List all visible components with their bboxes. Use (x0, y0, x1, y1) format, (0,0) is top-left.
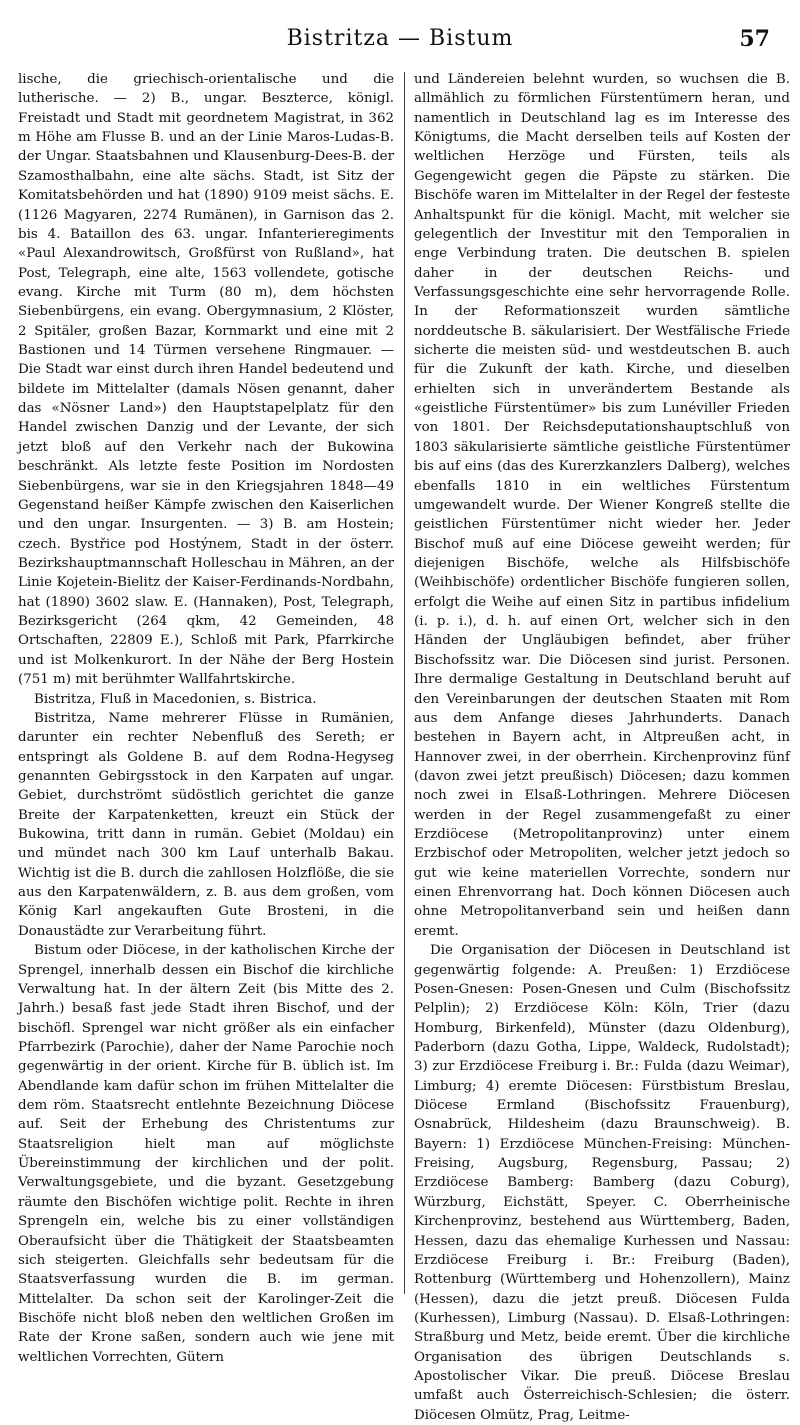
entry-bistritza-rumania: Bistritza, Name mehrerer Flüsse in Rumänien, darunter ein rechter Nebenfluß des Sereth; er entspringt als Goldene B. auf dem Rodna-Hegyseg genannten Gebirgsstock in den Karpaten auf ungar. Gebiet, durchströmt südöstlich gerichtet die ganze Breite der Karpatenketten, kreuzt ein Stück der Bukowina, tritt dann in rumän. Gebiet (Moldau) ein und mündet nach 300 km Lauf unterhalb Bakau. Wichtig ist die B. durch die zahllosen Holzflöße, die sie aus den Karpatenwäldern, z. B. aus dem großen, vom König Karl angekauften Gute Brosteni, in die Donaustädte zur Verarbeitung führt. (18, 710, 394, 939)
right-column (414, 70, 790, 1423)
entry-bistritz-continued: lische, die griechisch-orientalische und die lutherische. — 2) B., ungar. Beszterce, königl. Freistadt und Stadt mit geordnetem Magistrat, in 362 m Höhe am Flusse B. und an der Linie Maros-Ludas-B. der Ungar. Staatsbahnen und Klausenburg-Dees-B. der Szamosthalbahn, eine alte sächs. Stadt, ist Sitz der Komitatsbehörden und hat (1890) 9109 meist sächs. E. (1126 Magyaren, 2274 Rumänen), in Garnison das 2. bis 4. Bataillon des 63. ungar. Infanterieregiments «Paul Alexandrowitsch, Großfürst von Rußland», hat Post, Telegraph, eine alte, 1563 vollendete, gotische evang. Kirche mit Turm (80 m), dem höchsten Siebenbürgens, ein evang. Obergymnasium, 2 Klöster, 2 Spitäler, großen Bazar, Kornmarkt und eine mit 2 Bastionen und 14 Türmen versehene Ringmauer. — Die Stadt war einst durch ihren Handel bedeutend und bildete im Mittelalter (damals Nösen genannt, daher das «Nösner Land») den Hauptstapelplatz für den Handel zwischen Danzig und der Levante, der sich jetzt bloß auf den Verkehr nach der Bukowina beschränkt. Als letzte feste Position im Nordosten Siebenbürgens, war sie in den Kriegsjahren 1848—49 Gegenstand heißer Kämpfe zwischen den Kaiserlichen und den ungar. Insurgenten. — 3) B. am Hostein; czech. Bystřice pod Hostýnem, Stadt in der österr. Bezirkshauptmannschaft Holleschau in Mähren, an der Linie Kojetein-Bielitz der Kaiser-Ferdinands-Nordbahn, hat (1890) 3602 slaw. E. (Hannaken), Post, Telegraph, Bezirksgericht (264 qkm, 42 Gemeinden, 48 Ortschaften, 22809 E.), Schloß mit Park, Pfarrkirche und ist Molkenkurort. In der Nähe der Berg Hostein (751 m) mit berühmter Wallfahrtskirche. (18, 72, 394, 688)
entry-bistum-organisation: Die Organisation der Diöcesen in Deutschland ist gegenwärtig folgende: A. Preußen: 1) Erzdiöcese Posen-Gnesen: Posen-Gnesen und Culm (Bischofssitz Pelplin); 2) Erzdiöcese Köln: Köln, Trier (dazu Homburg, Birkenfeld), Münster (dazu Oldenburg), Paderborn (dazu Gotha, Lippe, Waldeck, Rudolstadt); 3) zur Erzdiöcese Freiburg i. Br.: Fulda (dazu Weimar), Limburg; 4) eremte Diöcesen: Fürstbistum Breslau, Diöcese Ermland (Bischofssitz Frauenburg), Osnabrück, Hildesheim (dazu Braunschweig). B. Bayern: 1) Erzdiöcese München-Freising: München-Freising, Augsburg, Regensburg, Passau; 2) Erzdiöcese Bamberg: Bamberg (dazu Coburg), Würzburg, Eichstätt, Speyer. C. Oberrheinische Kirchenprovinz, bestehend aus Württemberg, Baden, Hessen, dazu das ehemalige Kurhessen und Nassau: Erzdiöcese Freiburg i. Br.: Freiburg (Baden), Rottenburg (Württemberg und Hohenzollern), Mainz (Hessen), dazu die jetzt preuß. Diöcesen Fulda (Kurhessen), Limburg (Nassau). D. Elsaß-Lothringen: Straßburg und Metz, beide eremt. Über die kirchliche Organisation des übrigen Deutschlands s. Apostolischer Vikar. Die preuß. Diöcese Breslau umfaßt auch Österreichisch-Schlesien; die österr. Diöcesen Olmütz, Prag, Leitme- (414, 943, 790, 1423)
page-number: 57 (739, 26, 770, 52)
entry-bistum: Bistum oder Diöcese, in der katholischen Kirche der Sprengel, innerhalb dessen ein Bischof die kirchliche Verwaltung hat. In der ältern Zeit (bis Mitte des 2. Jahrh.) besaß fast jede Stadt ihren Bischof, und der bischöfl. Sprengel war nicht größer als ein einfacher Pfarrbezirk (Parochie), daher der Name Parochie noch gegenwärtig in der orient. Kirche für B. üblich ist. Im Abendlande kam dafür schon im frühen Mittelalter die dem röm. Staatsrecht entlehnte Bezeichnung Diöcese auf. Seit der Erhebung des Christentums zur Staatsreligion hielt man auf möglichste Übereinstimmung der kirchlichen und der polit. Verwaltungsgebiete, und die byzant. Gesetzgebung räumte den Bischöfen wichtige polit. Rechte in ihren Sprengeln ein, welche bis zu einer vollständigen Oberaufsicht über die Thätigkeit der Staatsbeamten sich steigerten. Gleichfalls sehr bedeutsam für die Staatsverfassung wurden die B. im german. Mittelalter. Da schon seit der Karolinger-Zeit die Bischöfe nicht bloß neben den weltlichen Großen im Rate der Krone saßen, sondern auch wie jene mit weltlichen Vorrechten, Gütern (18, 943, 394, 1365)
running-title: Bistritza — Bistum (286, 26, 514, 51)
column-divider (404, 72, 405, 1294)
left-column (18, 70, 394, 1365)
running-header (30, 22, 770, 56)
entry-bistum-continued: und Ländereien belehnt wurden, so wuchsen die B. allmählich zu förmlichen Fürstentümern heran, und namentlich in Deutschland lag es im Interesse des Königtums, die Macht derselben teils auf Kosten der weltlichen Herzöge und Fürsten, teils als Gegengewicht gegen die Päpste zu stärken. Die Bischöfe waren im Mittelalter in der Regel der festeste Anhaltspunkt für die königl. Macht, mit welcher sie gelegentlich der Investitur mit den Temporalien in enge Verbindung traten. Die deutschen B. spielen daher in der deutschen Reichs- und Verfassungsgeschichte eine sehr hervorragende Rolle. In der Reformationszeit wurden sämtliche norddeutsche B. säkularisiert. Der Westfälische Friede sicherte die meisten süd- und westdeutschen B. auch für die Zukunft der kath. Kirche, und dieselben erhielten sich in unverändertem Bestande als «geistliche Fürstentümer» bis zum Lunéviller Frieden von 1801. Der Reichsdeputationshauptschluß von 1803 säkularisierte sämtliche geistliche Fürstentümer bis auf eins (das des Kurerzkanzlers Dalberg), welches ebenfalls 1810 in ein weltliches Fürstentum umgewandelt wurde. Der Wiener Kongreß stellte die geistlichen Fürstentümer nicht wieder her. Jeder Bischof muß auf eine Diöcese geweiht werden; für diejenigen Bischöfe, welche als Hilfsbischöfe (Weihbischöfe) ordentlicher Bischöfe fungieren sollen, erfolgt die Weihe auf einen Sitz in partibus infidelium (i. p. i.), d. h. auf einen Ort, welcher sich in den Händen der Ungläubigen befindet, aber früher Bischofssitz war. Die Diöcesen sind jurist. Personen. Ihre dermalige Gestaltung in Deutschland beruht auf den Vereinbarungen der deutschen Staaten mit Rom aus dem Anfange dieses Jahrhunderts. Danach bestehen in Bayern acht, in Altpreußen acht, in Hannover zwei, in der oberrhein. Kirchenprovinz fünf (davon zwei jetzt preußisch) Diöcesen; dazu kommen noch zwei in Elsaß-Lothringen. Mehrere Diöcesen werden in der Regel zusammengefaßt zu einer Erzdiöcese (Metropolitanprovinz) unter einem Erzbischof oder Metropoliten, welcher jetzt jedoch so gut wie keine materiellen Vorrechte, sondern nur einen Ehrenvorrang hat. Doch können Diöcesen auch ohne Metropolitanverband sein und heißen dann eremt. (414, 72, 790, 939)
entry-bistritza-macedonia: Bistritza, Fluß in Macedonien, s. Bistrica. (34, 691, 317, 707)
